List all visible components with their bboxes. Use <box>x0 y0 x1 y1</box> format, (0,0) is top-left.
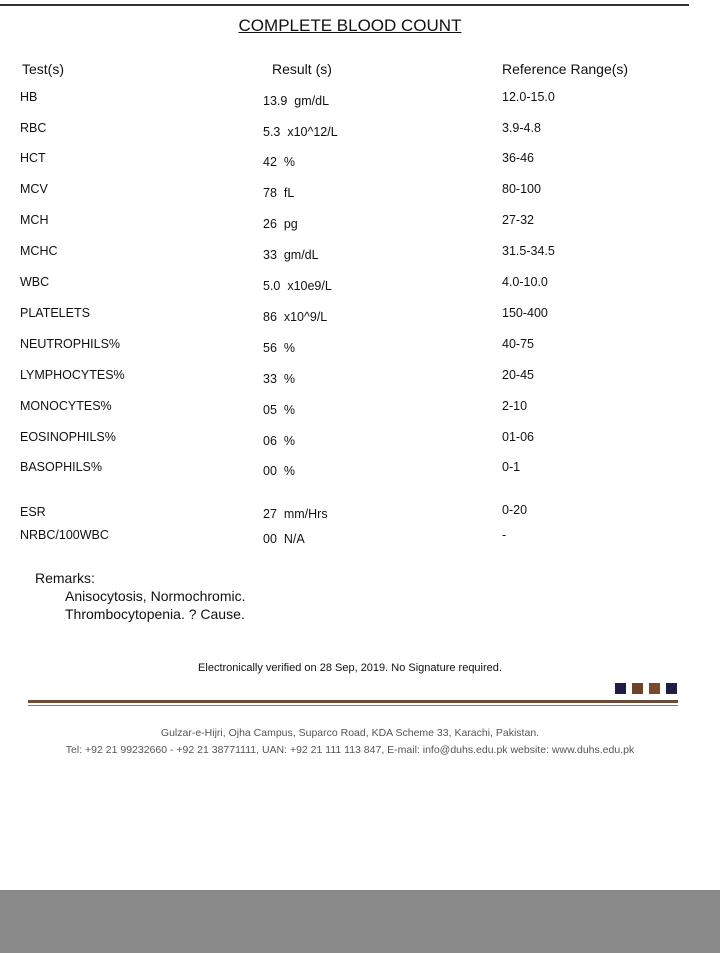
row-range: 4.0-10.0 <box>502 275 548 289</box>
decor-square <box>666 683 677 694</box>
row-result: 56 % <box>263 341 295 355</box>
row-range: 12.0-15.0 <box>502 90 555 104</box>
row-result: 33 % <box>263 372 295 386</box>
row-result: 5.0 x10e9/L <box>263 279 332 293</box>
row-test: RBC <box>20 121 47 135</box>
row-range: 150-400 <box>502 306 548 320</box>
row-range: 0-1 <box>502 460 521 474</box>
row-test: HB <box>20 90 38 104</box>
row-range: 36-46 <box>502 151 534 165</box>
footer-contact: Tel: +92 21 99232660 - +92 21 38771111, UAN: +92 21 111 113 847, E-mail: info@duhs.edu.pk website: www.duhs.edu.pk <box>65 744 635 756</box>
row-range: 2-10 <box>502 399 528 413</box>
row-result: 05 % <box>263 403 295 417</box>
row-result: 78 fL <box>263 186 295 200</box>
decor-square <box>649 683 660 694</box>
row-test: NRBC/100WBC <box>20 528 109 542</box>
row-range: 3.9-4.8 <box>502 121 541 135</box>
verification-note: Electronically verified on 28 Sep, 2019. No Signature required. <box>198 662 502 674</box>
row-result: 33 gm/dL <box>263 248 319 262</box>
row-range: 20-45 <box>502 368 534 382</box>
header-result: Result (s) <box>272 61 332 77</box>
row-range: 27-32 <box>502 213 534 227</box>
row-range: 31.5-34.5 <box>502 244 555 258</box>
row-test: ESR <box>20 505 46 519</box>
row-test: MCV <box>20 182 48 196</box>
header-range: Reference Range(s) <box>502 61 629 77</box>
decor-square <box>632 683 643 694</box>
row-result: 86 x10^9/L <box>263 310 328 324</box>
row-test: PLATELETS <box>20 306 90 320</box>
remark-line: Thrombocytopenia. ? Cause. <box>65 606 245 622</box>
row-test: NEUTROPHILS% <box>20 337 121 351</box>
row-test: MCHC <box>20 244 58 258</box>
footer-address: Gulzar-e-Hijri, Ojha Campus, Suparco Road, KDA Scheme 33, Karachi, Pakistan. <box>160 727 540 739</box>
row-test: MONOCYTES% <box>20 399 112 413</box>
row-range: 80-100 <box>502 182 541 196</box>
header-test: Test(s) <box>22 61 64 77</box>
bottom-bar <box>0 890 720 953</box>
remark-line: Anisocytosis, Normochromic. <box>65 588 246 604</box>
row-test: EOSINOPHILS% <box>20 430 116 444</box>
row-result: 26 pg <box>263 217 298 231</box>
row-range: 01-06 <box>502 430 534 444</box>
row-range: - <box>502 528 507 542</box>
row-result: 00 N/A <box>263 532 305 546</box>
report-title: COMPLETE BLOOD COUNT <box>238 16 462 35</box>
top-rule <box>0 4 689 6</box>
remarks <box>35 569 246 623</box>
row-range: 40-75 <box>502 337 534 351</box>
row-test: BASOPHILS% <box>20 460 102 474</box>
footer-rule-thin <box>28 705 678 706</box>
row-result: 5.3 x10^12/L <box>263 125 338 139</box>
footer-rule <box>28 700 678 703</box>
row-result: 13.9 gm/dL <box>263 94 330 108</box>
decor-square <box>615 683 626 694</box>
row-test: MCH <box>20 213 49 227</box>
remarks-label: Remarks: <box>35 570 95 586</box>
row-test: WBC <box>20 275 50 289</box>
row-result: 27 mm/Hrs <box>263 507 328 521</box>
row-range: 0-20 <box>502 503 528 517</box>
row-result: 06 % <box>263 434 295 448</box>
row-test: HCT <box>20 151 46 165</box>
row-result: 00 % <box>263 464 295 478</box>
row-test: LYMPHOCYTES% <box>20 368 125 382</box>
row-result: 42 % <box>263 155 295 169</box>
